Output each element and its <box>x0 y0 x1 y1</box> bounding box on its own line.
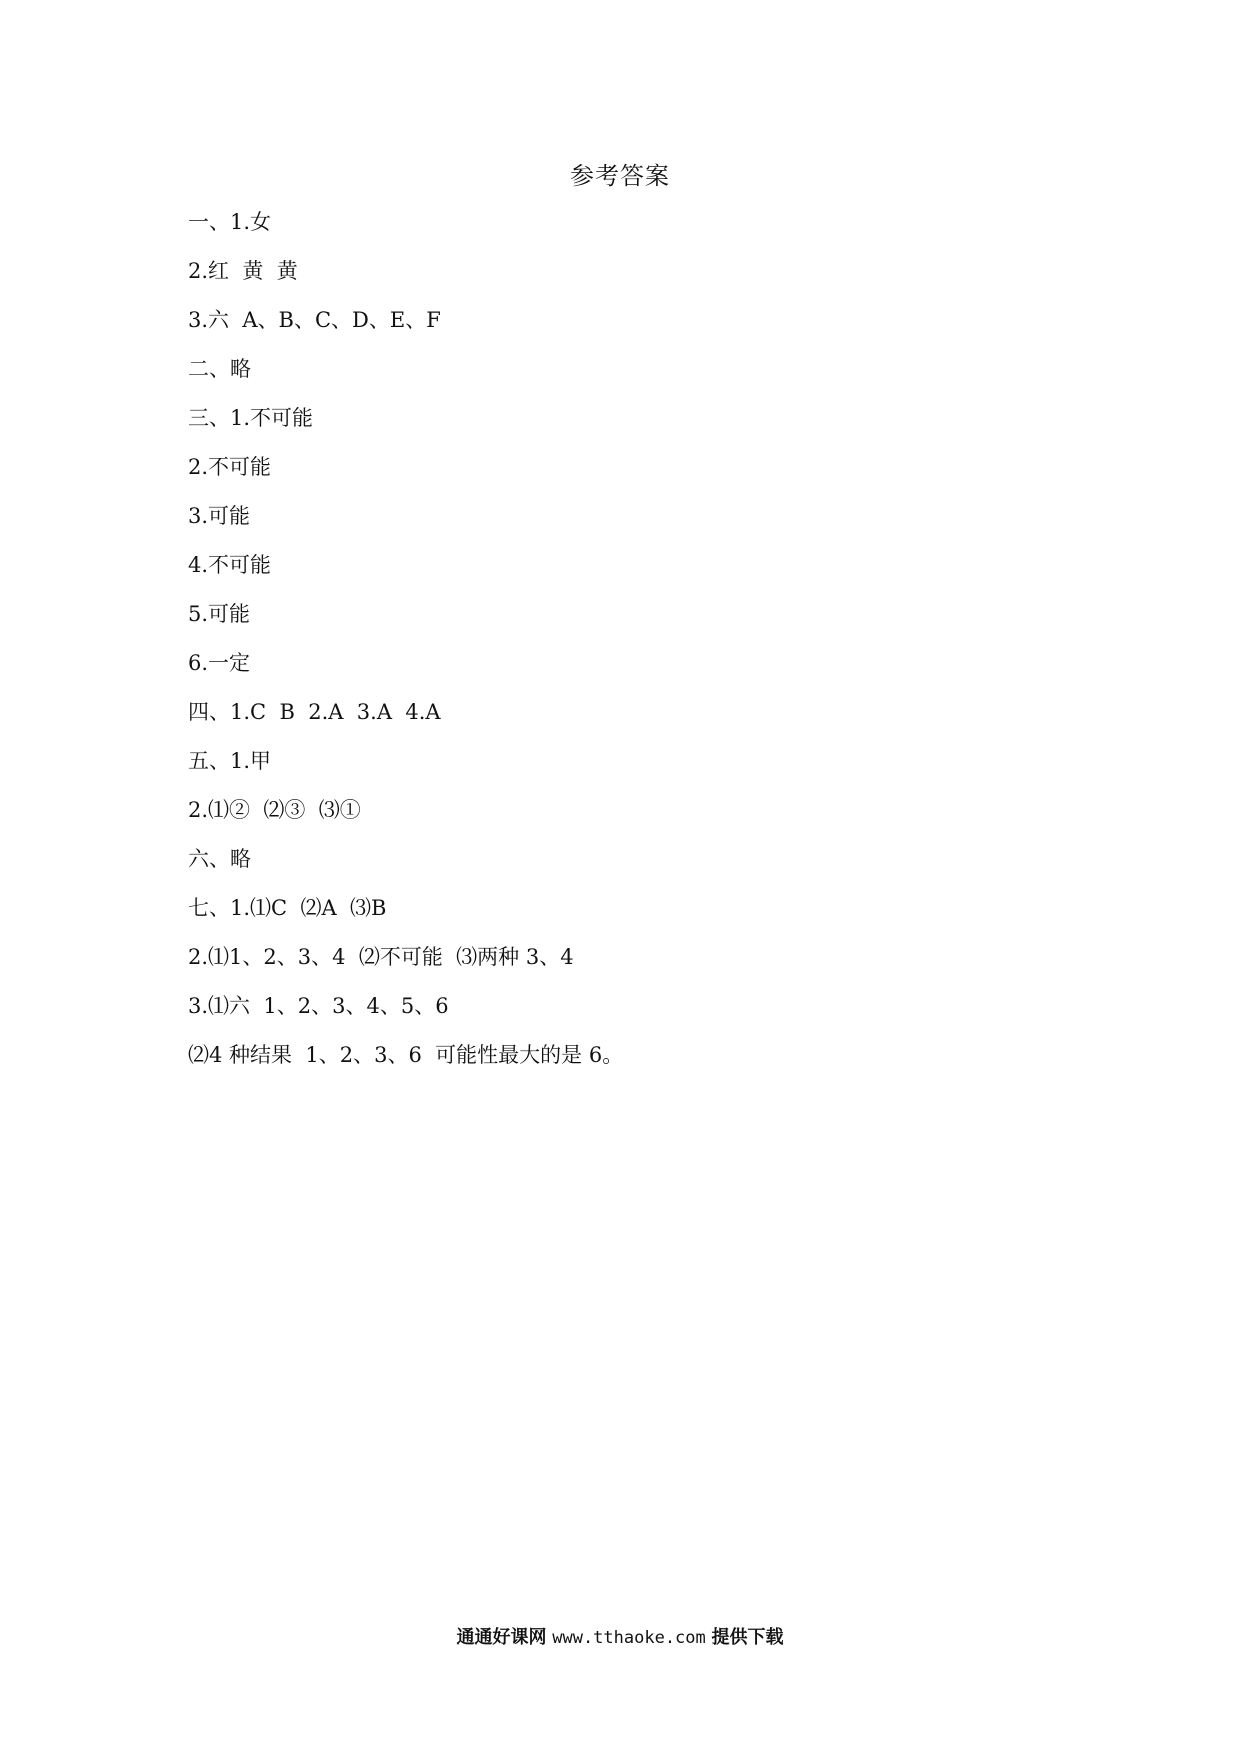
answer-line: 5.可能 <box>188 602 251 626</box>
answer-line: ⑵4 种结果 1、2、3、6 可能性最大的是 6。 <box>188 1043 624 1067</box>
answer-line: 一、1.女 <box>188 210 272 234</box>
answer-line: 六、略 <box>188 847 251 871</box>
answer-line: 四、1.C B 2.A 3.A 4.A <box>188 700 441 724</box>
answer-line: 七、1.⑴C ⑵A ⑶B <box>188 896 387 920</box>
footer-site-name: 通通好课网 <box>456 1627 547 1648</box>
answer-line: 2.⑴② ⑵③ ⑶① <box>188 798 361 822</box>
answer-line: 2.⑴1、2、3、4 ⑵不可能 ⑶两种 3、4 <box>188 945 574 969</box>
page-footer <box>0 1626 1240 1650</box>
footer-url: www.tthaoke.com <box>552 1628 706 1648</box>
answer-line: 二、略 <box>188 357 251 381</box>
answer-line: 2.红 黄 黄 <box>188 259 298 283</box>
answer-line: 三、1.不可能 <box>188 406 314 430</box>
answer-list <box>188 207 623 1089</box>
answer-line: 4.不可能 <box>188 553 272 577</box>
answer-line: 3.可能 <box>188 504 251 528</box>
answer-line: 6.一定 <box>188 651 251 675</box>
answer-line: 五、1.甲 <box>188 749 272 773</box>
footer-suffix: 提供下载 <box>711 1627 784 1648</box>
answer-line: 2.不可能 <box>188 455 272 479</box>
page-title: 参考答案 <box>570 162 670 190</box>
answer-line: 3.⑴六 1、2、3、4、5、6 <box>188 994 449 1018</box>
answer-line: 3.六 A、B、C、D、E、F <box>188 308 441 332</box>
